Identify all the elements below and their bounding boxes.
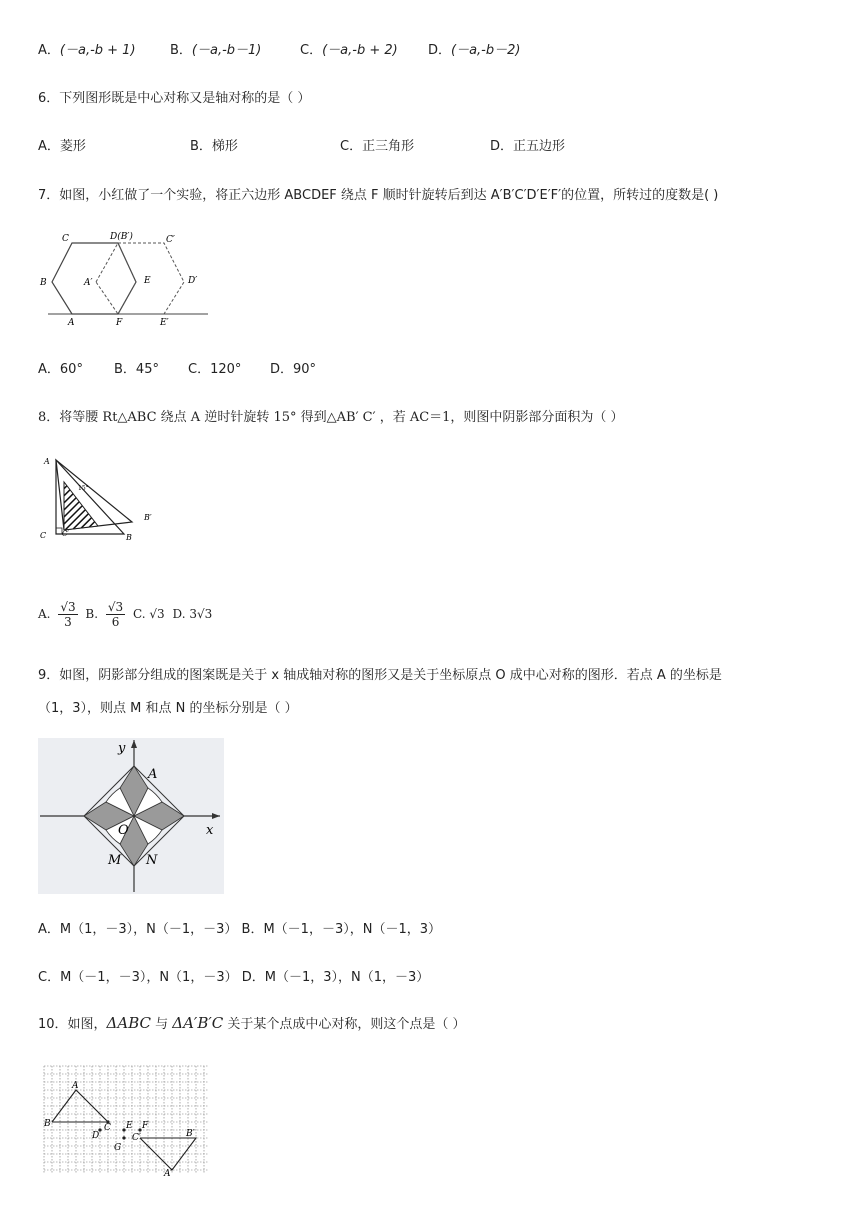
q7-label-e: E [144,276,151,286]
q7-option-c[interactable]: C．120° [188,362,242,377]
q8-option-d[interactable]: D. 3√3 [172,607,213,621]
q8-option-b[interactable]: B. $\frac{√3}{6}$ [85,600,124,629]
q8-label-c: C [40,531,47,540]
q9-label-o: O [118,823,129,838]
q8-label-b: B [126,533,132,542]
q9-options-line1[interactable]: A．M（1，－3），N（－1，－3） B．M（－1，－3），N（－1，3） [38,922,441,937]
q10-label-c: C [104,1123,111,1133]
q8-option-c[interactable]: C. √3 [133,607,165,621]
q8-label-angle: 15° [78,485,89,492]
q6-option-a[interactable]: A．菱形 [38,139,86,154]
q7-option-d[interactable]: D．90° [270,362,317,377]
q5-option-d[interactable]: D．(－a,-b－2) [428,43,521,58]
q10-label-cp: C′ [132,1133,141,1143]
q7-label-d: D(B′) [110,232,133,242]
q5-option-c[interactable]: C．(－a,-b + 2) [300,43,398,58]
q8-label-cp: C′ [62,530,69,538]
q6-option-c[interactable]: C．正三角形 [340,139,415,154]
q10-label-b: B [44,1119,51,1129]
q6-stem: 6．下列图形既是中心对称又是轴对称的是（ ） [38,91,311,106]
q9-label-n: N [146,853,158,868]
grid-lines [44,1066,208,1174]
q10-label-e: E [126,1121,133,1131]
q7-label-ap: A′ [84,278,93,288]
q7-option-a[interactable]: A．60° [38,362,83,377]
q7-label-a: A [68,318,75,328]
q10-label-ap: A′ [164,1169,173,1179]
q8-label-a: A [44,457,50,466]
q9-stem-line1: 9．如图，阴影部分组成的图案既是关于 x 轴成轴对称的图形又是关于坐标原点 O 成中心对称的图形．若点 A 的坐标是 [38,668,722,683]
q9-label-a: A [148,767,158,782]
q10-label-bp: B′ [186,1129,195,1139]
q10-label-d: D [92,1131,100,1141]
q8-label-bp: B′ [144,513,152,522]
q7-option-b[interactable]: B．45° [114,362,159,377]
q7-label-c: C [62,234,69,244]
q5-option-b[interactable]: B．(－a,-b－1) [170,43,262,58]
q9-options-line2[interactable]: C．M（－1，－3），N（1，－3） D．M（－1，3），N（1，－3） [38,970,430,985]
q7-hexagon-figure [38,228,218,328]
q10-label-a: A [72,1081,79,1091]
q9-stem-line2: （1，3），则点 M 和点 N 的坐标分别是（ ） [38,701,298,716]
q10-grid-figure [42,1064,210,1179]
q7-label-dp: D′ [188,276,198,286]
q8-options [38,600,212,629]
q10-label-f: F [142,1121,149,1131]
q6-option-d[interactable]: D．正五边形 [490,139,566,154]
q7-label-f: F [116,318,123,328]
q9-label-y: y [118,741,126,756]
q10-label-g: G [114,1143,122,1153]
q8-triangle-figure [36,452,166,544]
q5-option-a[interactable]: A．(－a,-b + 1) [38,43,136,58]
q6-option-b[interactable]: B．梯形 [190,139,238,154]
q8-stem: 8．将等腰 Rt△ABC 绕点 A 逆时针旋转 15° 得到△AB′ C′ ，若 AC＝1，则图中阴影部分面积为（ ） [38,410,624,425]
q10-stem: 10．如图，ΔABC 与 ΔA′B′C 关于某个点成中心对称，则这个点是（ ） [38,1014,466,1032]
q7-label-ep: E′ [160,318,169,328]
q7-stem: 7．如图，小红做了一个实验，将正六边形 ABCDEF 绕点 F 顺时针旋转后到达 A′B′C′D′E′F′的位置，所转过的度数是( ) [38,188,719,203]
q9-coordinate-figure [38,738,224,894]
q9-label-m: M [108,853,122,868]
q7-label-b: B [40,278,47,288]
q9-label-x: x [206,823,214,838]
q8-option-a[interactable]: A. $\frac{√3}{3}$ [38,600,76,629]
q7-label-cp: C′ [166,235,175,245]
